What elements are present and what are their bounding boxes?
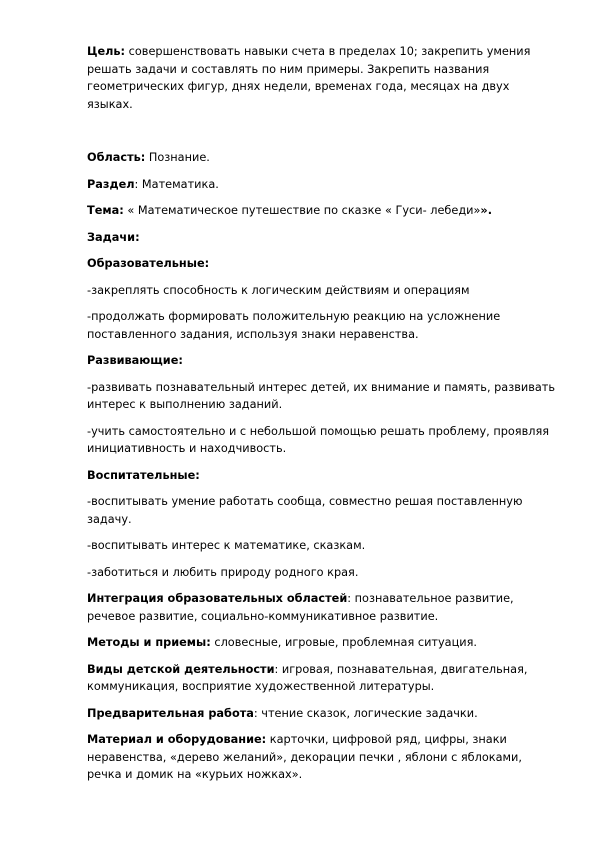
preliminary-paragraph	[87, 705, 557, 723]
preliminary-label: Предварительная работа	[87, 706, 254, 720]
area-text: Познание.	[145, 151, 210, 164]
topic-paragraph	[87, 202, 557, 220]
area-label: Область:	[87, 151, 146, 164]
preliminary-text: : чтение сказок, логические задачки.	[253, 706, 478, 720]
upbringing-item-3: -заботиться и любить природу родного края.	[87, 565, 359, 579]
topic-tail: ».	[480, 204, 493, 217]
methods-label: Методы и приемы:	[87, 636, 211, 649]
methods-paragraph	[87, 634, 557, 652]
tasks-heading: Задачи:	[87, 230, 140, 244]
materials-label: Материал и оборудование:	[87, 733, 267, 746]
upbringing-item-1: -воспитывать умение работать сообща, совместно решая поставленную задачу.	[87, 495, 523, 526]
goal-label: Цель:	[87, 45, 126, 58]
educational-heading: Образовательные:	[87, 257, 210, 270]
integration-label: Интеграция образовательных областей	[87, 592, 348, 605]
developing-item-2: -учить самостоятельно и с небольшой помощью решать проблему, проявляя инициативность и находчивость.	[87, 424, 550, 455]
educational-item-1: -закреплять способность к логическим действиям и операциям	[87, 283, 470, 297]
document-page	[87, 43, 557, 784]
activities-text: : игровая, познавательная, двигательная, коммуникация, восприятие художественной литературы.	[87, 662, 528, 693]
materials-paragraph	[87, 731, 557, 784]
section-text: : Математика.	[134, 177, 219, 191]
area-paragraph	[87, 149, 557, 167]
activities-label: Виды детской деятельности	[87, 662, 275, 676]
integration-paragraph	[87, 590, 557, 625]
methods-text: словесные, игровые, проблемная ситуация.	[210, 636, 478, 649]
goal-paragraph	[87, 43, 557, 113]
topic-text: « Математическое путешествие по сказке « Гуси- лебеди»	[123, 204, 481, 217]
educational-item-2: -продолжать формировать положительную реакцию на усложнение поставленного задания, используя знаки неравенства.	[87, 310, 501, 341]
developing-item-1: -развивать познавательный интерес детей, их внимание и память, развивать интерес к выполнению заданий.	[87, 380, 556, 411]
upbringing-heading: Воспитательные:	[87, 468, 200, 482]
upbringing-item-2: -воспитывать интерес к математике, сказкам.	[87, 539, 366, 552]
integration-text: : познавательное развитие, речевое развитие, социально-коммуникативное развитие.	[87, 592, 514, 623]
goal-text: совершенствовать навыки счета в пределах 10; закрепить умения решать задачи и составлять по ним примеры. Закрепить названия геометрических фигур, днях недели, временах года, месяцах на двух языках.	[87, 45, 531, 111]
developing-heading: Развивающие:	[87, 354, 183, 367]
materials-text: карточки, цифровой ряд, цифры, знаки неравенства, «дерево желаний», декорации печки , яблони с яблоками, речка и домик на «курьих ножках».	[87, 733, 522, 781]
section-paragraph	[87, 176, 557, 194]
activities-paragraph	[87, 661, 557, 696]
section-label: Раздел	[87, 177, 135, 191]
topic-label: Тема:	[87, 204, 124, 217]
